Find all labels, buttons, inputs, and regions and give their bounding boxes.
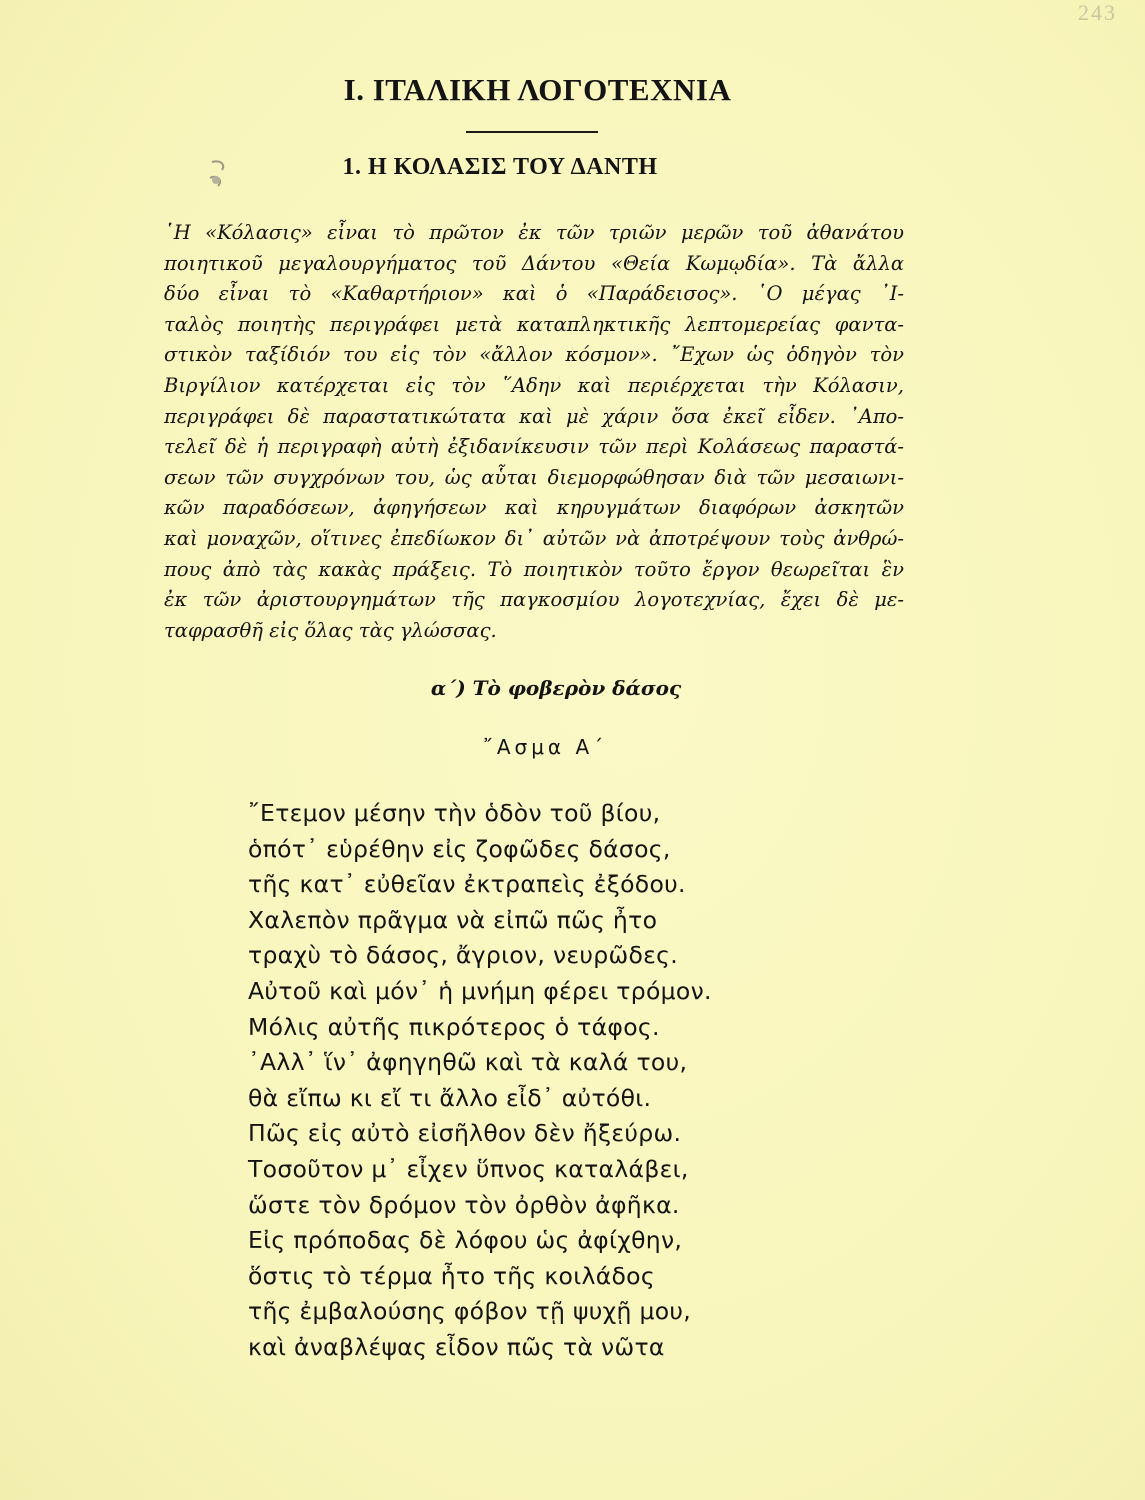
intro-line: ποιητικοῦ μεγαλουργήματος τοῦ Δάντου «Θεία Κωμῳδία». Τὰ ἄλλα	[164, 251, 904, 275]
intro-line: πους ἀπὸ τὰς κακὰς πράξεις. Τὸ ποιητικὸν τοῦτο ἔργον θεωρεῖται ἓν	[164, 557, 904, 581]
intro-line: κῶν παραδόσεων, ἀφηγήσεων καὶ κηρυγμάτων διαφόρων ἀσκητῶν	[164, 496, 904, 520]
intro-line: ταλὸς ποιητὴς περιγράφει μετὰ καταπληκτικῆς λεπτομερείας φαντα-	[164, 312, 904, 336]
title-divider	[466, 131, 598, 133]
intro-line: ῾Η «Κόλασις» εἶναι τὸ πρῶτον ἐκ τῶν τριῶν μερῶν τοῦ ἀθανάτου	[164, 221, 904, 244]
verse-line: Χαλεπὸν πρᾶγμα νὰ εἰπῶ πῶς ἦτο	[248, 905, 658, 934]
intro-line: στικὸν ταξίδιόν του εἰς τὸν «ἄλλον κόσμον». ῎Εχων ὡς ὁδηγὸν τὸν	[164, 343, 904, 367]
page-number: 243	[1078, 0, 1117, 25]
verse-line: Μόλις αὐτῆς πικρότερος ὁ τάφος.	[248, 1012, 660, 1041]
poem-verses	[248, 796, 712, 1366]
intro-line: καὶ μοναχῶν, οἵτινες ἐπεδίωκον δι᾿ αὐτῶν νὰ ἀποτρέψουν τοὺς ἀνθρώ-	[164, 526, 904, 550]
intro-paragraph	[164, 218, 904, 646]
chapter-title: I. ΙΤΑΛΙΚΗ ΛΟΓΟΤΕΧΝΙΑ	[343, 72, 732, 107]
verse-line: ᾿Αλλ᾿ ἵν᾿ ἀφηγηθῶ καὶ τὰ καλά του,	[248, 1048, 688, 1077]
verse-line: ῎Ετεμον μέσην τὴν ὁδὸν τοῦ βίου,	[248, 799, 661, 827]
verse-line: καὶ ἀναβλέψας εἶδον πῶς τὰ νῶτα	[248, 1332, 665, 1361]
verse-line: τῆς κατ᾿ εὐθεῖαν ἐκτραπεὶς ἐξόδου.	[248, 870, 686, 899]
verse-line: Εἰς πρόποδας δὲ λόφου ὡς ἀφίχθην,	[248, 1226, 683, 1255]
verse-line: θὰ εἴπω κι εἴ τι ἄλλο εἶδ᾿ αὐτόθι.	[248, 1083, 652, 1112]
verse-line: Πῶς εἰς αὐτὸ εἰσῆλθον δὲν ἤξεύρω.	[248, 1119, 682, 1148]
verse-line: Αὐτοῦ καὶ μόν᾿ ἡ μνήμη φέρει τρόμον.	[248, 976, 712, 1005]
intro-line: Βιργίλιον κατέρχεται εἰς τὸν ῞Αδην καὶ περιέρχεται τὴν Κόλασιν,	[164, 373, 904, 397]
poem-subtitle: α΄) Τὸ φοβερὸν δάσος	[430, 676, 682, 700]
verse-line: τραχὺ τὸ δάσος, ἄγριον, νευρῶδες.	[248, 941, 679, 970]
verse-line: τῆς ἐμβαλούσης φόβον τῇ ψυχῇ μου,	[248, 1297, 692, 1326]
verse-line: ὁπότ᾿ εὑρέθην εἰς ζοφῶδες δάσος,	[248, 834, 671, 863]
section-title: 1. Η ΚΟΛΑΣΙΣ ΤΟΥ ΔΑΝΤΗ	[342, 154, 658, 180]
verse-line: ὅστις τὸ τέρμα ἦτο τῆς κοιλάδος	[248, 1261, 655, 1290]
intro-line: δύο εἶναι τὸ «Καθαρτήριον» καὶ ὁ «Παράδεισος». ῾Ο μέγας ᾿Ι-	[164, 282, 904, 306]
intro-line: ἐκ τῶν ἀριστουργημάτων τῆς παγκοσμίου λογοτεχνίας, ἔχει δὲ με-	[164, 588, 904, 612]
verse-line: ὥστε τὸν δρόμον τὸν ὀρθὸν ἀφῆκα.	[248, 1190, 680, 1219]
intro-line: ταφρασθῆ εἰς ὅλας τὰς γλώσσας.	[164, 618, 497, 642]
intro-line: τελεῖ δὲ ἡ περιγραφὴ αὐτὴ ἐξιδανίκευσιν τῶν περὶ Κολάσεως παραστά-	[164, 435, 904, 459]
intro-line: σεων τῶν συγχρόνων του, ὡς αὗται διεμορφώθησαν διὰ τῶν μεσαιωνι-	[164, 465, 904, 489]
verse-line: Τοσοῦτον μ᾿ εἶχεν ὕπνος καταλάβει,	[248, 1154, 689, 1183]
canto-heading: ῎Ασμα Α΄	[482, 735, 608, 759]
intro-line: περιγράφει δὲ παραστατικώτατα καὶ μὲ χάριν ὅσα ἐκεῖ εἶδεν. ᾿Απο-	[164, 404, 904, 428]
